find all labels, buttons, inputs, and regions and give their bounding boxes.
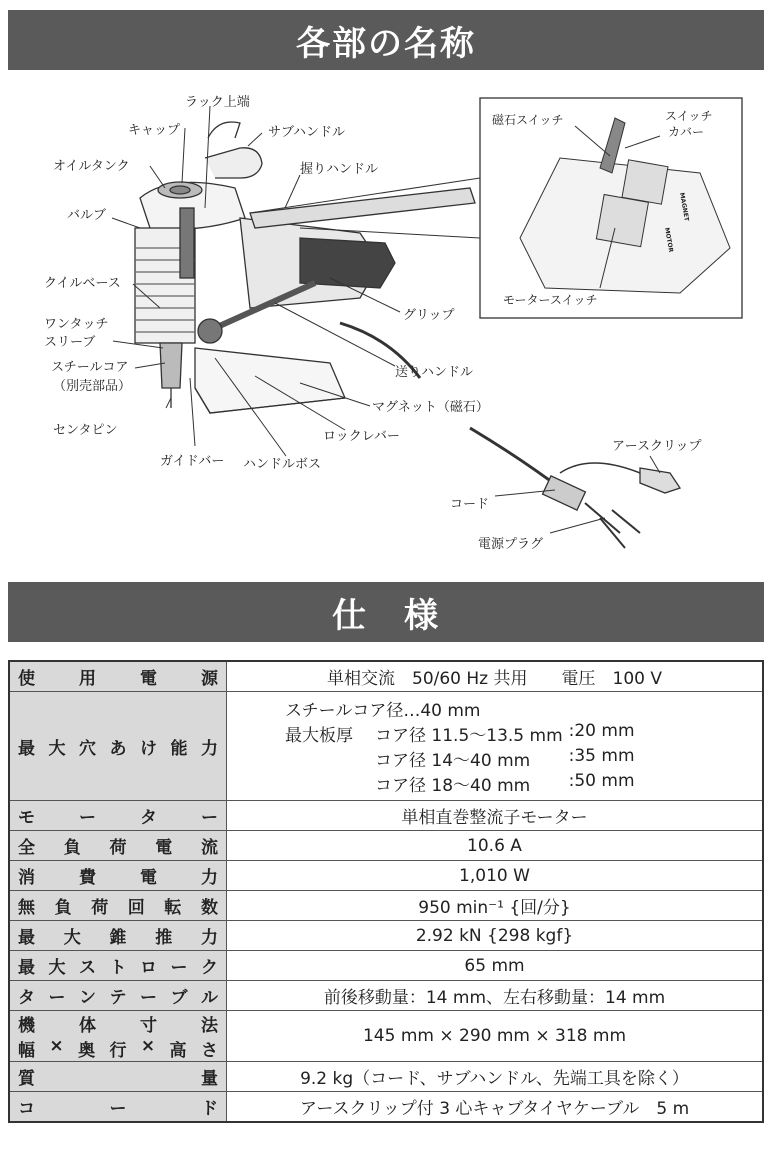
label-one-touch-sleeve-2: スリーブ [44, 335, 96, 350]
spec-value-capacity [227, 692, 764, 801]
spec-label-motor: モ ー タ ー [9, 801, 227, 831]
spec-label-thrust: 最 大 錐 推 力 [9, 921, 227, 951]
spec-value-speed: 950 min⁻¹ {回/分} [227, 891, 764, 921]
label-cord: コード [450, 497, 490, 512]
spec-label-capacity: 最 大 穴 あ け 能 力 [9, 692, 227, 801]
spec-row [9, 1011, 763, 1062]
spec-label-cord: コ ー ド [9, 1092, 227, 1123]
label-lock-lever: ロックレバー [323, 429, 400, 444]
label-guide-bar: ガイドバー [160, 454, 225, 469]
label-switch-cover-2: カバー [668, 125, 705, 139]
spec-row [9, 801, 763, 831]
label-magnet: マグネット（磁石） [372, 400, 489, 415]
spec-label-turntable: タ ー ン テ ー ブ ル [9, 981, 227, 1011]
label-magnet-switch: 磁石スイッチ [492, 113, 564, 127]
spec-value-motor: 単相直巻整流子モーター [227, 801, 764, 831]
label-coil-base: クイルベース [44, 276, 121, 291]
label-earth-clip: アースクリップ [612, 439, 702, 454]
spec-row [9, 1062, 763, 1092]
plate-range: コア径 11.5～13.5 mm [375, 726, 563, 746]
label-grip-handle: 握りハンドル [300, 162, 379, 177]
motor-label: MOTOR [663, 227, 675, 253]
max-plate-label: 最大板厚 [285, 726, 353, 746]
label-center-pin: センタピン [53, 423, 118, 438]
plate-range: コア径 14～40 mm [375, 751, 531, 771]
spec-value-current: 10.6 A [227, 831, 764, 861]
plate-range: コア径 18～40 mm [375, 776, 531, 796]
label-one-touch-sleeve-1: ワンタッチ [44, 317, 109, 332]
spec-label-mass: 質 量 [9, 1062, 227, 1092]
spec-row [9, 661, 763, 692]
spec-label-current: 全 負 荷 電 流 [9, 831, 227, 861]
spec-value-power-consumption: 1,010 W [227, 861, 764, 891]
core-diameter: スチールコア径…40 mm [285, 701, 481, 721]
plate-thickness: :50 mm [568, 771, 635, 791]
spec-row [9, 1092, 763, 1123]
spec-row [9, 891, 763, 921]
magnet-label: MAGNET [678, 192, 690, 222]
label-steel-core-2: （別売部品） [53, 379, 132, 394]
spec-row [9, 951, 763, 981]
spec-label-dimensions: 機 体 寸 法 幅 × 奥 行 × 高 さ [9, 1011, 227, 1062]
plate-thickness: :35 mm [568, 746, 635, 766]
label-feed-handle: 送りハンドル [395, 365, 474, 380]
label-power-plug: 電源プラグ [478, 537, 544, 552]
spec-value-power: 単相交流 50/60 Hz 共用 電圧 100 V [227, 661, 764, 692]
spec-value-stroke: 65 mm [227, 951, 764, 981]
spec-row [9, 921, 763, 951]
spec-label-power-consumption: 消 費 電 力 [9, 861, 227, 891]
label-oil-tank: オイルタンク [53, 159, 130, 174]
spec-row [9, 831, 763, 861]
spec-value-mass: 9.2 kg（コード、サブハンドル、先端工具を除く） [227, 1062, 764, 1092]
label-steel-core-1: スチールコア [51, 360, 129, 375]
spec-label-power: 使 用 電 源 [9, 661, 227, 692]
spec-table [8, 660, 764, 1123]
spec-row [9, 861, 763, 891]
spec-value-thrust: 2.92 kN {298 kgf} [227, 921, 764, 951]
spec-row [9, 692, 763, 801]
spec-row [9, 981, 763, 1011]
spec-value-dimensions: 145 mm × 290 mm × 318 mm [227, 1011, 764, 1062]
label-cap: キャップ [128, 123, 181, 138]
plate-thickness: :20 mm [568, 721, 635, 741]
spec-label-speed: 無 負 荷 回 転 数 [9, 891, 227, 921]
label-valve: バルブ [67, 208, 107, 223]
spec-value-cord: アースクリップ付 3 心キャブタイヤケーブル 5 m [227, 1092, 764, 1123]
spec-title: 仕 様 [8, 582, 764, 642]
spec-value-turntable: 前後移動量：14 mm、左右移動量：14 mm [227, 981, 764, 1011]
label-grip: グリップ [403, 308, 455, 323]
label-rack-top: ラック上端 [185, 95, 250, 110]
label-sub-handle: サブハンドル [268, 125, 345, 140]
label-handle-boss: ハンドルボス [243, 457, 322, 472]
label-motor-switch: モータースイッチ [503, 293, 598, 307]
parts-title: 各部の名称 [8, 10, 764, 70]
spec-label-stroke: 最 大 ス ト ロ ー ク [9, 951, 227, 981]
label-switch-cover-1: スイッチ [665, 109, 713, 123]
parts-diagram [0, 78, 772, 578]
plate-thickness-list [375, 721, 635, 796]
